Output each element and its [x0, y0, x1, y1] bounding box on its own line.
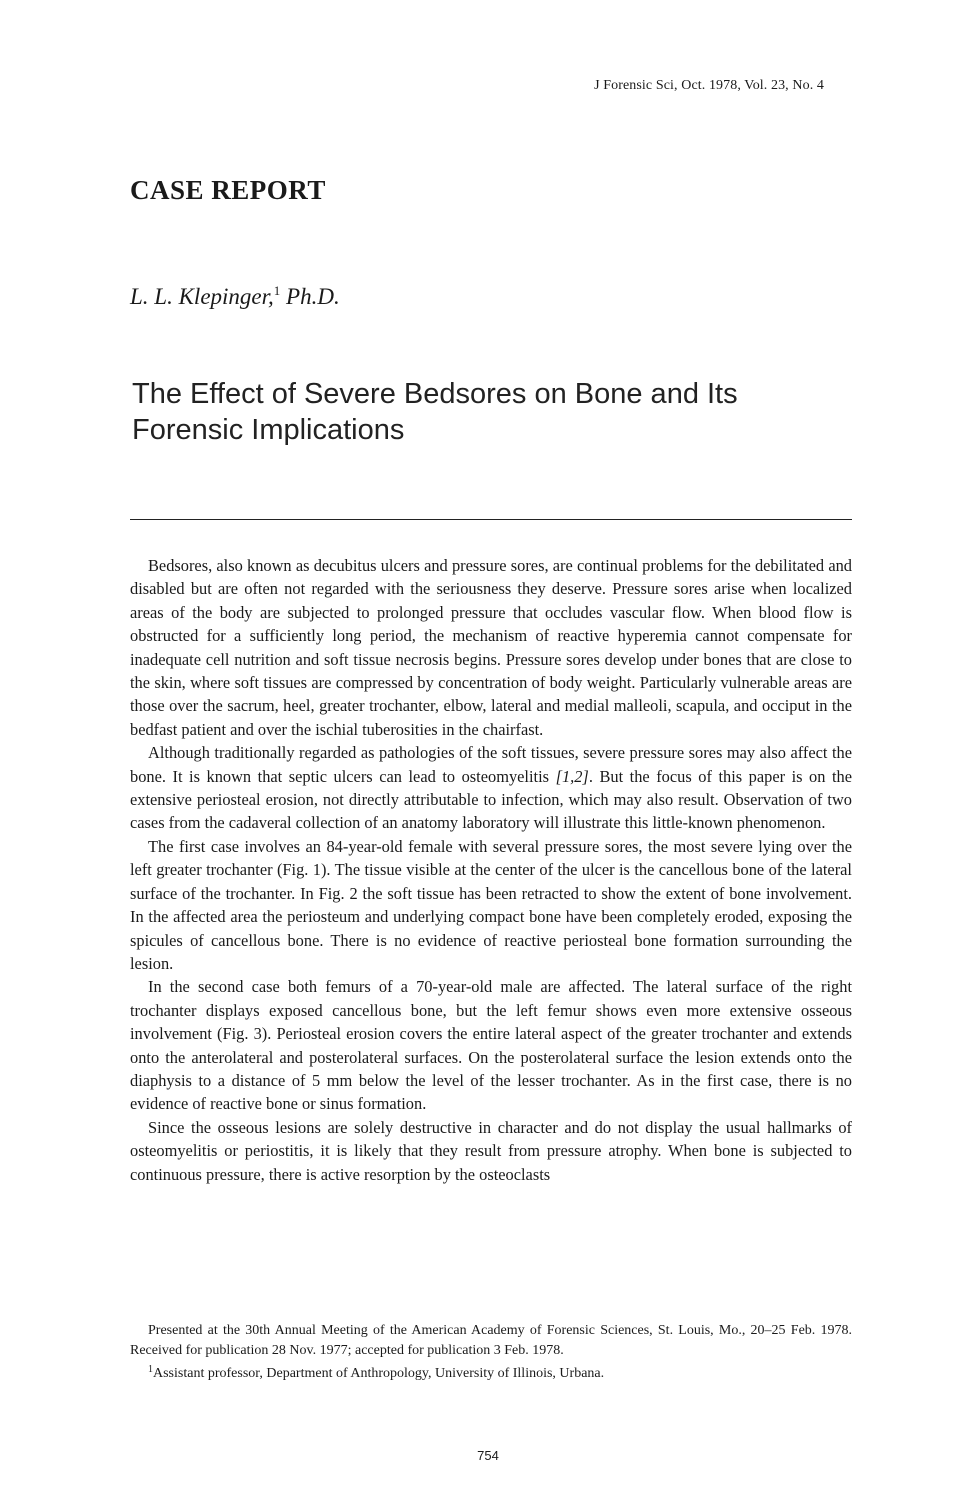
body-paragraph-1: Bedsores, also known as decubitus ulcers and pressure sores, are continual problems for the debilitated and disabled but are often not regarded with the seriousness they deserve. Pressure sores arise when localized areas of the body are subjected to prolonged pressure that occludes vascular flow. When blood flow is obstructed for a sufficiently long period, the mechanism of reactive hyperemia cannot compensate for inadequate cell nutrition and soft tissue necrosis begins. Pressure sores develop under bones that are close to the skin, where soft tissues are compressed by concentration of body weight. Particularly vulnerable areas are those over the sacrum, heel, greater trochanter, elbow, lateral and medial malleoli, scapula, and occiput in the bedfast patient and over the ischial tuberosities in the chairfast.: [130, 556, 852, 739]
body-paragraph-4: In the second case both femurs of a 70-year-old male are affected. The lateral surface of the right trochanter displays exposed cancellous bone, but the left femur shows even more extensive osseous involvement (Fig. 3). Periosteal erosion covers the entire lateral aspect of the greater trochanter and extends onto the anterolateral and posterolateral surfaces. On the posterolateral surface the lesion extends onto the diaphysis to a distance of 5 mm below the level of the lesser trochanter. As in the first case, there is no evidence of reactive bone or sinus formation.: [130, 977, 852, 1114]
author-footnote-mark: 1: [273, 283, 281, 298]
article-title: The Effect of Severe Bedsores on Bone and Its Forensic Implications: [132, 378, 738, 446]
section-label: CASE REPORT: [130, 175, 326, 205]
journal-reference: J Forensic Sci, Oct. 1978, Vol. 23, No. 4: [594, 78, 824, 93]
article-body: [130, 554, 852, 1186]
citation-reference: [1,2]: [555, 766, 589, 786]
author-byline: [130, 283, 340, 310]
affiliation-footnote-mark: 1: [148, 1364, 153, 1375]
author-degree: Ph.D.: [286, 284, 340, 309]
body-paragraph-2: [130, 741, 852, 835]
affiliation-text: Assistant professor, Department of Anthropology, University of Illinois, Urbana.: [153, 1366, 605, 1381]
footnotes: [130, 1321, 852, 1384]
affiliation-note: [130, 1360, 852, 1384]
page-number: 754: [477, 1448, 499, 1463]
presentation-note: Presented at the 30th Annual Meeting of the American Academy of Forensic Sciences, St. Louis, Mo., 20–25 Feb. 1978. Received for publication 28 Nov. 1977; accepted for publication 3 Feb. 1978.: [130, 1323, 852, 1358]
body-paragraph-3: The first case involves an 84-year-old female with several pressure sores, the most severe lying over the left greater trochanter (Fig. 1). The tissue visible at the center of the ulcer is the cancellous bone of the lateral surface of the trochanter. In Fig. 2 the soft tissue has been retracted to show the extent of bone involvement. In the affected area the periosteum and underlying compact bone have been completely eroded, exposing the spicules of cancellous bone. There is no evidence of reactive periosteal bone formation surrounding the lesion.: [130, 836, 852, 973]
title-divider: [130, 519, 852, 520]
body-paragraph-5: Since the osseous lesions are solely destructive in character and do not display the usual hallmarks of osteomyelitis or periostitis, it is likely that they result from pressure atrophy. When bone is subjected to continuous pressure, there is active resorption by the osteoclasts: [130, 1117, 852, 1184]
author-name: L. L. Klepinger,: [130, 284, 274, 309]
paragraph-2-text-start: Although traditionally regarded as pathologies of the soft tissues, severe pressure sores may also affect the bone. It is known that septic ulcers can lead to osteomyelitis: [130, 743, 852, 786]
paragraph-2-text-end: . But the focus of this paper is on the extensive periosteal erosion, not directly attributable to infection, which may also result. Observation of two cases from the cadaveral collection of an anatomy laboratory will illustrate this little-known phenomenon.: [130, 766, 853, 833]
